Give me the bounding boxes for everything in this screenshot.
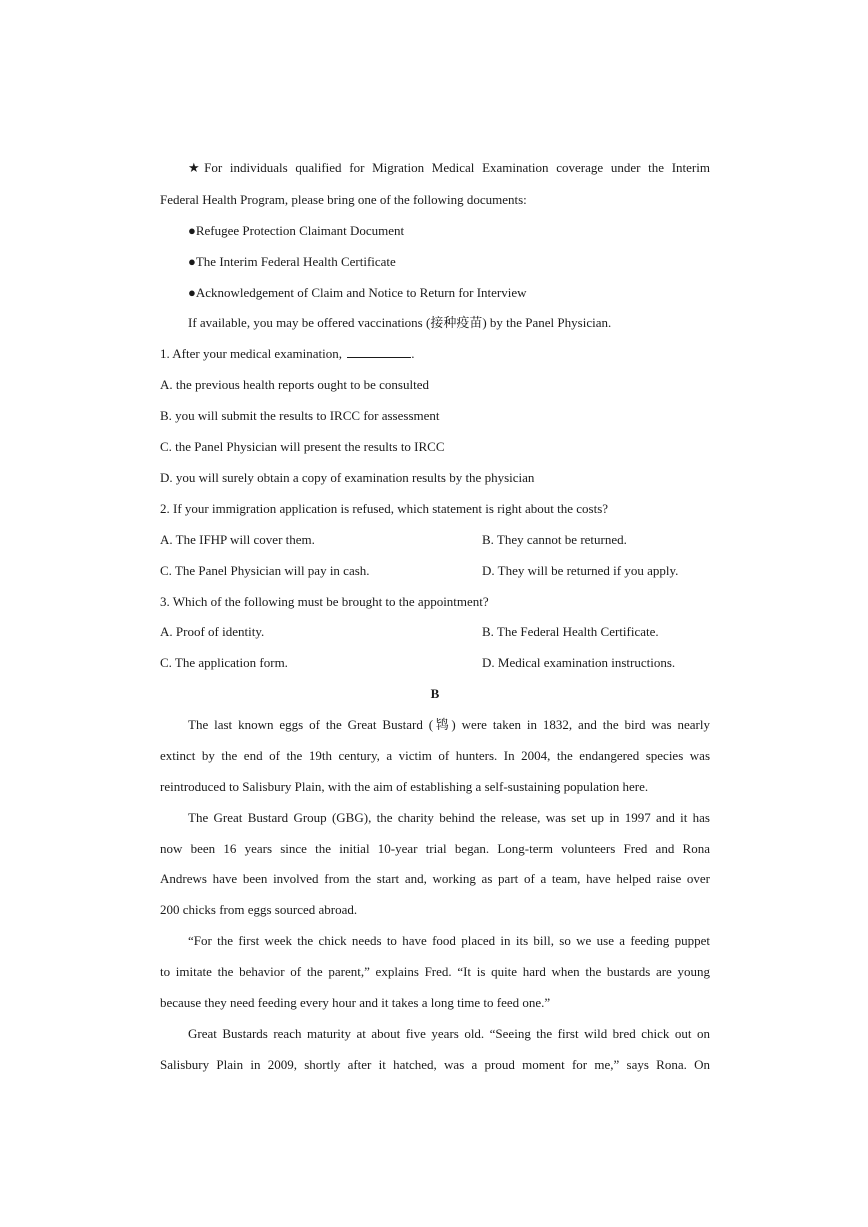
paragraph-line: reintroduced to Salisbury Plain, with the aim of establishing a self-sustaining population here. [160, 779, 649, 794]
question-stem-text: 1. After your medical examination, [160, 346, 342, 361]
question-3-option-a: A. Proof of identity. [160, 624, 265, 639]
question-1-option-c: C. the Panel Physician will present the results to IRCC [160, 439, 445, 454]
answer-blank [347, 345, 411, 358]
paragraph-line: to imitate the behavior of the parent,” explains Fred. “It is quite hard when the bustards are young [160, 964, 710, 979]
paragraph-line: 200 chicks from eggs sourced abroad. [160, 902, 358, 917]
question-1-option-d: D. you will surely obtain a copy of examination results by the physician [160, 470, 535, 485]
question-2-stem: 2. If your immigration application is refused, which statement is right about the costs? [160, 501, 609, 516]
paragraph-line: because they need feeding every hour and it takes a long time to feed one.” [160, 995, 551, 1010]
paragraph-line: now been 16 years since the initial 10-year trial began. Long-term volunteers Fred and Rona [160, 841, 710, 856]
section-heading: B [430, 686, 440, 701]
question-3-option-c: C. The application form. [160, 655, 288, 670]
question-1-stem [160, 344, 710, 364]
question-stem-end: . [411, 346, 415, 361]
question-3-option-b: B. The Federal Health Certificate. [482, 624, 659, 639]
bullet-item: ●Refugee Protection Claimant Document [188, 223, 405, 238]
vaccination-note: If available, you may be offered vaccinations (接种疫苗) by the Panel Physician. [188, 315, 612, 330]
question-2-option-b: B. They cannot be returned. [482, 532, 627, 547]
bullet-item: ●Acknowledgement of Claim and Notice to Return for Interview [188, 285, 527, 300]
paragraph-line: “For the first week the chick needs to have food placed in its bill, so we use a feeding puppet [188, 933, 710, 948]
paragraph-line: extinct by the end of the 19th century, a victim of hunters. In 2004, the endangered species was [160, 748, 710, 763]
paragraph-line: Great Bustards reach maturity at about five years old. “Seeing the first wild bred chick out on [188, 1026, 710, 1041]
notice-star-line-continued: Federal Health Program, please bring one of the following documents: [160, 192, 527, 207]
question-3-option-d: D. Medical examination instructions. [482, 655, 676, 670]
question-3-stem: 3. Which of the following must be brought to the appointment? [160, 594, 489, 609]
notice-star-line: ★For individuals qualified for Migration Medical Examination coverage under the Interim [188, 160, 710, 175]
paragraph-line: Andrews have been involved from the start and, working as part of a team, have helped raise over [160, 871, 710, 886]
paragraph-line: Salisbury Plain in 2009, shortly after it hatched, was a proud moment for me,” says Rona. On [160, 1057, 710, 1072]
question-1-option-a: A. the previous health reports ought to be consulted [160, 377, 429, 392]
paragraph-line: The Great Bustard Group (GBG), the charity behind the release, was set up in 1997 and it has [188, 810, 710, 825]
question-2-option-c: C. The Panel Physician will pay in cash. [160, 563, 370, 578]
question-1-option-b: B. you will submit the results to IRCC for assessment [160, 408, 440, 423]
bullet-item: ●The Interim Federal Health Certificate [188, 254, 396, 269]
question-2-option-d: D. They will be returned if you apply. [482, 563, 679, 578]
question-2-option-a: A. The IFHP will cover them. [160, 532, 315, 547]
paragraph-line: The last known eggs of the Great Bustard (鸨) were taken in 1832, and the bird was nearly [188, 717, 710, 732]
